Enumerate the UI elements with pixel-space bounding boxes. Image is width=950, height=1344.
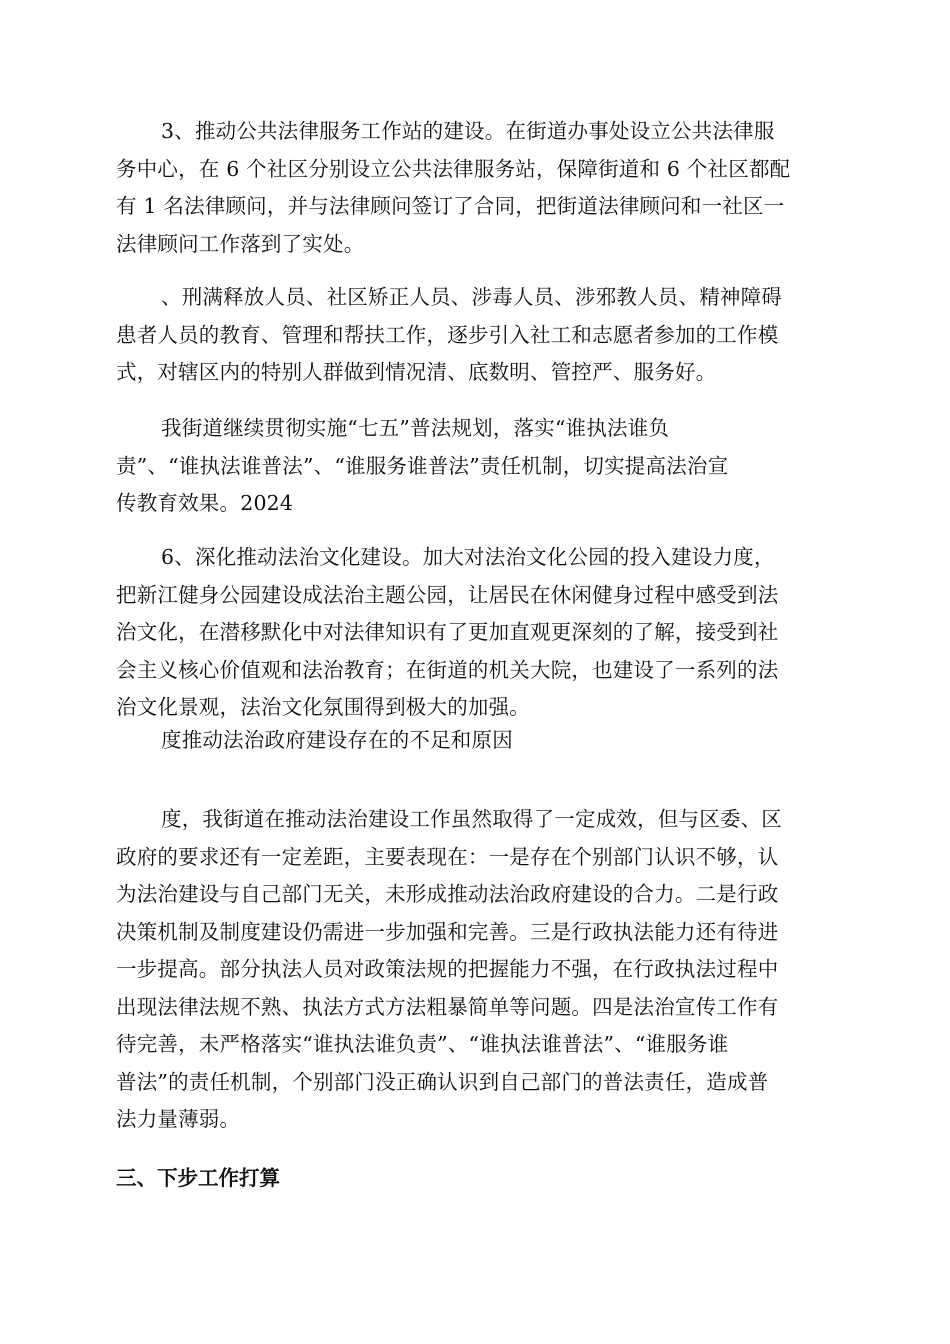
text-line: 患者人员的教育、管理和帮扶工作，逐步引入社工和志愿者参加的工作模 [116, 322, 779, 347]
text-line: 治文化，在潜移默化中对法律知识有了更加直观更深刻的了解，接受到社 [116, 620, 779, 644]
text-line: 法律顾问工作落到了实处。 [116, 231, 365, 256]
text-line: 出现法律法规不熟、执法方式方法粗暴简单等问题。四是法治宣传工作有 [116, 994, 779, 1019]
text-line: 决策机制及制度建设仍需进一步加强和完善。三是行政执法能力还有待进 [116, 919, 779, 944]
paragraph-shortcomings-title [116, 722, 834, 760]
text-line: 我街道继续贯彻实施“七五”普法规划，落实“谁执法谁负 [161, 416, 670, 440]
paragraph-legal-education [116, 410, 834, 523]
text-line: 、刑满释放人员、社区矫正人员、涉毒人员、涉邪教人员、精神障碍 [161, 285, 782, 309]
text-line: 政府的要求还有一定差距，主要表现在：一是存在个别部门认识不够，认 [116, 844, 779, 869]
text-line: 务中心，在 6 个社区分别设立公共法律服务站，保障街道和 6 个社区都配 [116, 156, 791, 181]
text-line: 度，我街道在推动法治建设工作虽然取得了一定成效，但与区委、区 [161, 807, 782, 831]
section-heading: 三、下步工作打算 [116, 1166, 280, 1190]
text-line: 会主义核心价值观和法治教育；在街道的机关大院，也建设了一系列的法 [116, 657, 779, 682]
text-line: 普法”的责任机制，个别部门没正确认识到自己部门的普法责任，造成普 [116, 1069, 769, 1094]
text-line: 3、推动公共法律服务工作站的建设。在街道办事处设立公共法律服 [161, 119, 775, 143]
text-line: 治文化景观，法治文化氛围得到极大的加强。 [116, 695, 530, 719]
text-line: 为法治建设与自己部门无关，未形成推动法治政府建设的合力。二是行政 [116, 882, 779, 906]
paragraph-legal-culture [116, 539, 834, 727]
text-line: 6、深化推动法治文化建设。加大对法治文化公园的投入建设力度， [161, 545, 775, 569]
text-line: 式，对辖区内的特别人群做到情况清、底数明、管控严、服务好。 [116, 360, 717, 384]
paragraph-shortcomings [116, 801, 834, 1139]
text-line: 法力量薄弱。 [116, 1107, 241, 1131]
text-line: 待完善，未严格落实“谁执法谁负责”、“谁执法谁普法”、“谁服务谁 [116, 1032, 729, 1056]
text-line: 一步提高。部分执法人员对政策法规的把握能力不强，在行政执法过程中 [116, 957, 779, 981]
text-line: 责”、“谁执法谁普法”、“谁服务谁普法”责任机制，切实提高法治宣 [116, 453, 729, 478]
text-line: 度推动法治政府建设存在的不足和原因 [161, 728, 513, 752]
text-line: 有 1 名法律顾问，并与法律顾问签订了合同，把街道法律顾问和一社区一 [116, 194, 785, 218]
text-line: 传教育效果。2024 [116, 491, 294, 515]
paragraph-special-groups [116, 279, 834, 392]
text-line: 把新江健身公园建设成法治主题公园，让居民在休闲健身过程中感受到法 [116, 582, 779, 607]
paragraph-legal-service-stations [116, 113, 834, 263]
